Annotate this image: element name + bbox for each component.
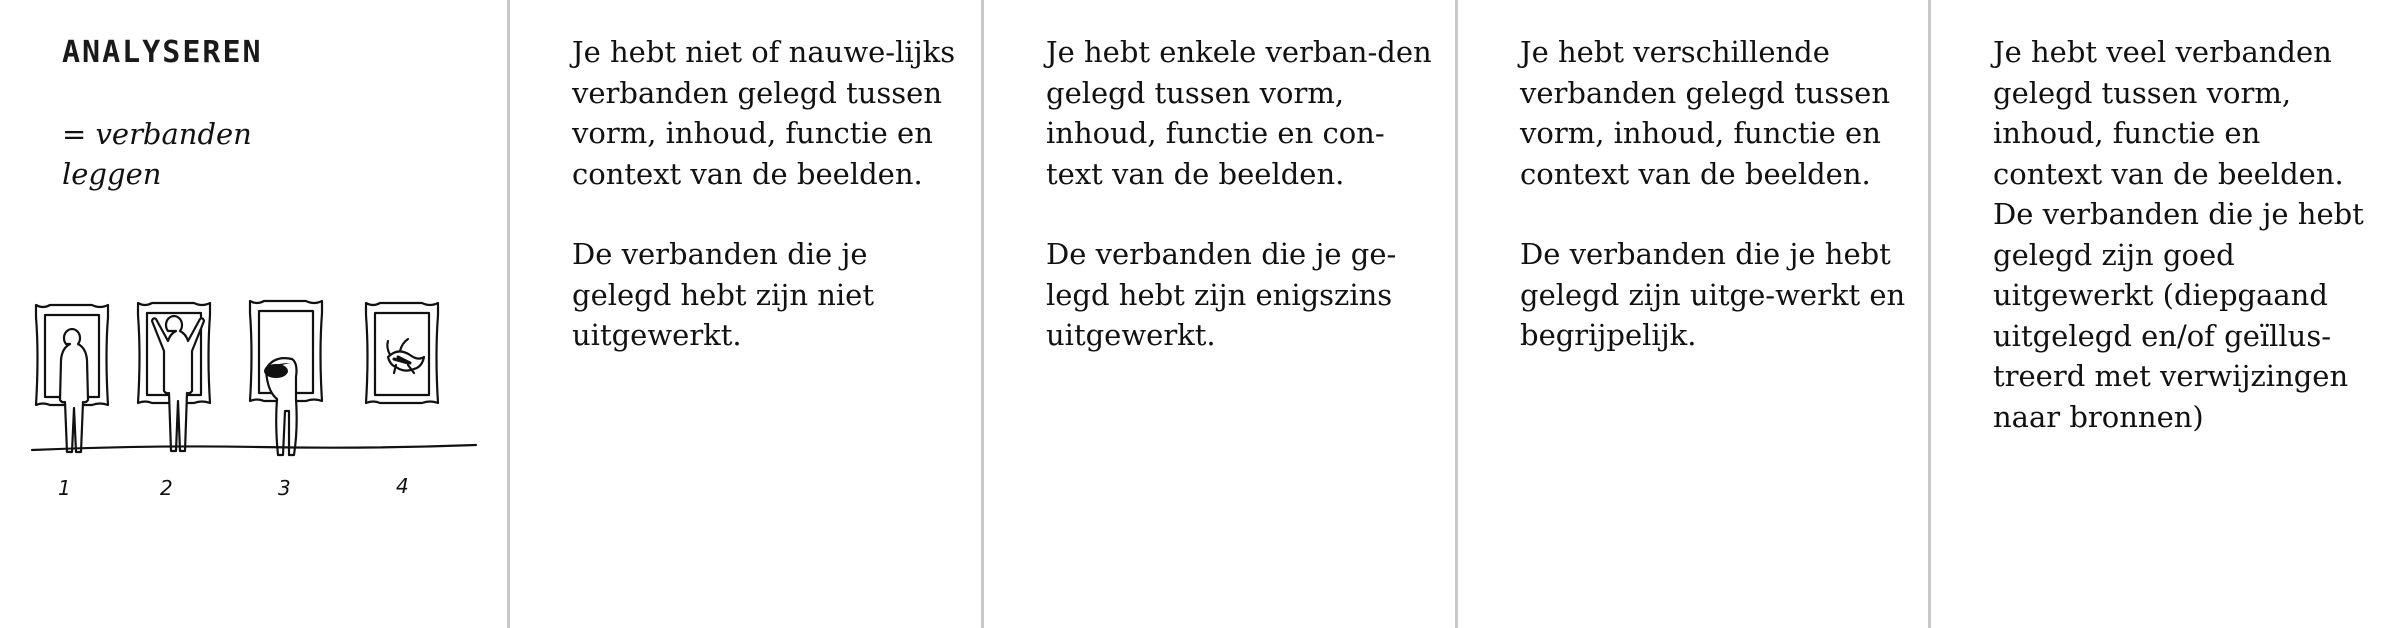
level-1-cell — [507, 0, 981, 628]
floor-line — [32, 445, 476, 450]
criterion-title: ANALYSEREN — [62, 35, 263, 70]
level-3-paragraph-1: Je hebt verschillende verbanden gelegd tussen vorm, inhoud, functie en context van de beelden. — [1520, 35, 1891, 191]
level-4-paragraph-1: Je hebt veel verbanden gelegd tussen vorm, inhoud, functie en context van de beelden. De verbanden die je hebt gelegd zijn goed uitgewerkt (diepgaand uitgelegd en/of geïllus-treerd met verwijzingen naar bronnen) — [1993, 35, 2364, 434]
museum-visitor-illustration — [28, 295, 478, 515]
level-2-paragraph-2: De verbanden die je ge-legd hebt zijn enigszins uitgewerkt. — [1046, 237, 1397, 352]
level-4-cell — [1928, 0, 2394, 628]
illustration-number: 4 — [396, 474, 409, 498]
illustration-number: 1 — [58, 476, 71, 500]
level-2-paragraph-1: Je hebt enkele verban-den gelegd tussen vorm, inhoud, functie en con-text van de beelden. — [1046, 35, 1432, 191]
illustration-number: 3 — [278, 476, 291, 500]
level-2-cell — [981, 0, 1455, 628]
illustration-number: 2 — [160, 476, 173, 500]
criterion-subtitle: = verbanden leggen — [62, 117, 252, 191]
level-3-cell — [1455, 0, 1928, 628]
level-1-paragraph-1: Je hebt niet of nauwe-lijks verbanden gelegd tussen vorm, inhoud, functie en context van de beelden. — [572, 35, 956, 191]
person-figure-icon — [152, 316, 204, 451]
level-3-paragraph-2: De verbanden die je hebt gelegd zijn uitge-werkt en begrijpelijk. — [1520, 237, 1906, 352]
person-in-picture-icon — [387, 339, 424, 373]
criterion-cell — [0, 0, 507, 628]
person-figure-icon — [60, 329, 88, 452]
level-1-paragraph-2: De verbanden die je gelegd hebt zijn niet uitgewerkt. — [572, 237, 874, 352]
